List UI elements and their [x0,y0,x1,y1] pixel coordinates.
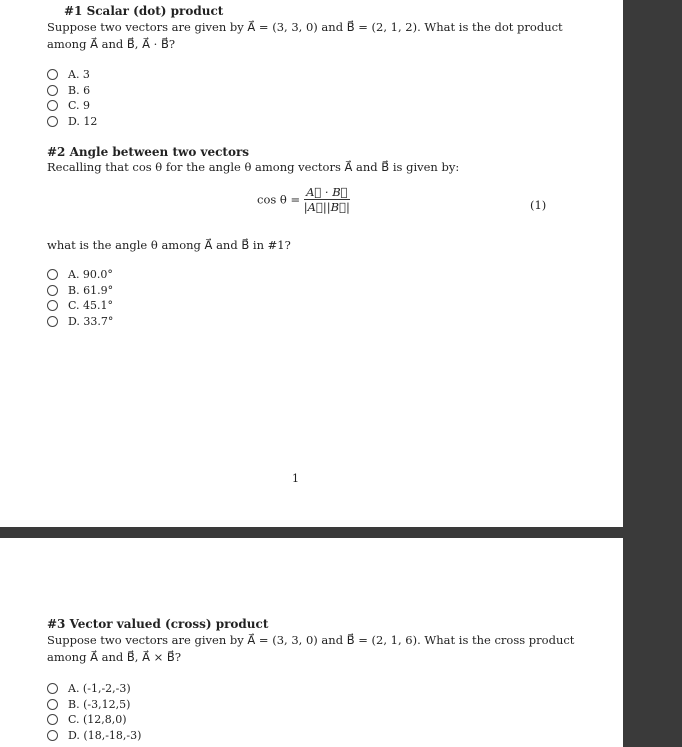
option-label: C. 9 [68,99,91,113]
q3-text-line2: among A⃗ and B⃗, A⃗ × B⃗? [47,650,181,664]
radio-icon[interactable] [47,269,58,280]
option-label: B. 61.9° [68,283,114,297]
page-number: 1 [292,472,299,485]
radio-icon[interactable] [47,85,58,96]
radio-icon[interactable] [47,683,58,694]
q1-option-c[interactable] [47,98,97,114]
option-label: B. (-3,12,5) [68,697,131,711]
q2-question: what is the angle θ among A⃗ and B⃗ in #1? [47,238,291,252]
q3-option-d[interactable] [47,728,141,744]
radio-icon[interactable] [47,300,58,311]
equation-number: (1) [530,198,547,212]
q1-text-line2: among A⃗ and B⃗, A⃗ · B⃗? [47,37,175,51]
equation-lhs: cos θ = [257,192,301,207]
q1-text-line1: Suppose two vectors are given by A⃗ = (3, 3, 0) and B⃗ = (2, 1, 2). What is the dot product [47,20,563,34]
viewer-background [623,0,682,747]
option-label: C. (12,8,0) [68,713,127,727]
q3-option-b[interactable] [47,697,141,713]
q2-title: #2 Angle between two vectors [47,145,250,159]
option-label: A. 3 [68,68,90,82]
q1-title: #1 Scalar (dot) product [64,4,224,18]
q2-option-b[interactable] [47,283,113,299]
option-label: A. 90.0° [68,268,113,282]
page-separator [0,527,623,538]
radio-icon[interactable] [47,699,58,710]
option-label: D. 12 [68,114,98,128]
radio-icon[interactable] [47,285,58,296]
radio-icon[interactable] [47,69,58,80]
option-label: D. 33.7° [68,314,114,328]
q2-intro: Recalling that cos θ for the angle θ among vectors A⃗ and B⃗ is given by: [47,160,460,174]
q2-option-a[interactable] [47,267,113,283]
q3-option-a[interactable] [47,681,141,697]
q3-text-line1: Suppose two vectors are given by A⃗ = (3, 3, 0) and B⃗ = (2, 1, 6). What is the cross product [47,633,575,647]
q1-option-a[interactable] [47,67,97,83]
q3-options [47,681,141,743]
radio-icon[interactable] [47,714,58,725]
radio-icon[interactable] [47,316,58,327]
q1-option-b[interactable] [47,83,97,99]
q1-options [47,67,97,129]
radio-icon[interactable] [47,116,58,127]
q3-title: #3 Vector valued (cross) product [47,617,269,631]
option-label: C. 45.1° [68,299,114,313]
q1-option-d[interactable] [47,114,97,130]
equation-numerator: A⃗ · B⃗ [304,185,350,200]
q2-option-d[interactable] [47,314,113,330]
q3-option-c[interactable] [47,712,141,728]
option-label: B. 6 [68,83,91,97]
q2-options [47,267,113,329]
equation-denominator: |A⃗||B⃗| [303,200,350,214]
equation-fraction [304,185,350,214]
q2-option-c[interactable] [47,298,113,314]
radio-icon[interactable] [47,100,58,111]
cosine-equation [257,185,350,214]
option-label: A. (-1,-2,-3) [68,682,131,696]
option-label: D. (18,-18,-3) [68,728,142,742]
radio-icon[interactable] [47,730,58,741]
